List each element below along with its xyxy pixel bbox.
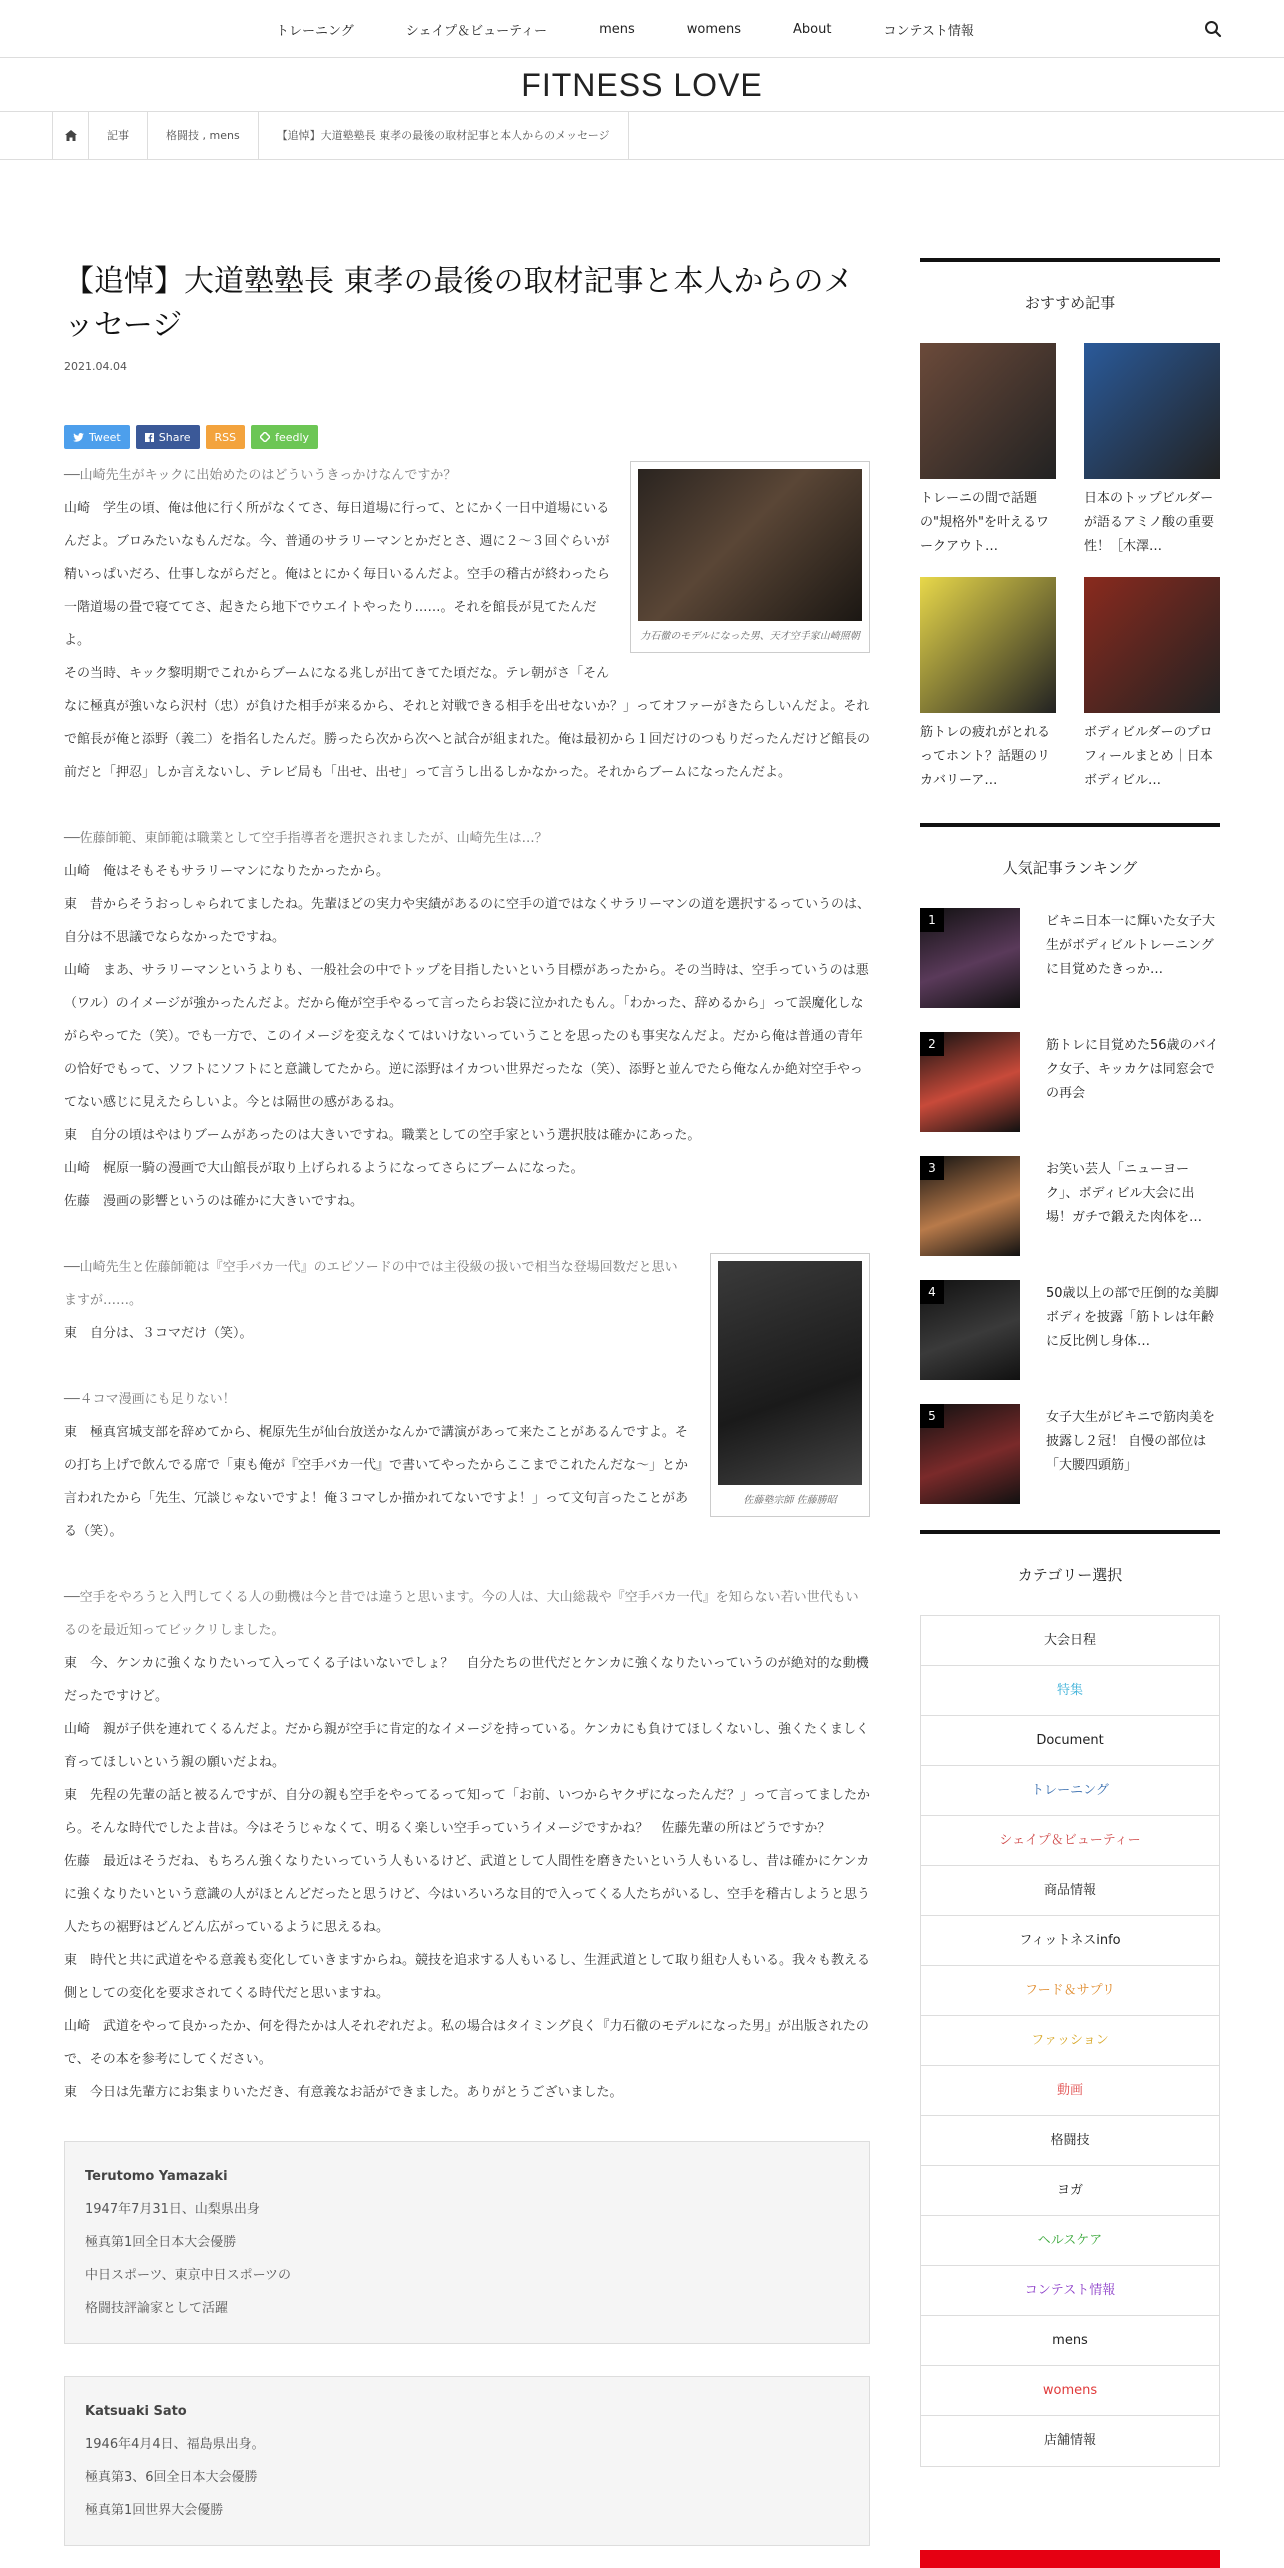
photo-caption: 佐藤塾宗師 佐藤勝昭 [743, 1495, 837, 1506]
interview-answer: 東 極真宮城支部を辞めてから、梶原先生が仙台放送かなんかで講演があって来たことがあるんですよ。その打ち上げで飲んでる席で「東も俺が『空手バカ一代』で書いてやったからここまでこれたんだな〜」とか言われたから「先生、冗談じゃないですよ！俺３コマしか描かれてないですよ！」って文句言ったことがある（笑）。 [64, 1425, 689, 1539]
facebook-icon [145, 433, 154, 442]
home-icon [65, 130, 77, 141]
category-item[interactable]: 店舗情報 [1043, 2433, 1096, 2448]
recommend-title[interactable]: トレーニの間で話題の"規格外"を叶えるワークアウト… [920, 491, 1049, 554]
category-item[interactable]: トレーニング [921, 1766, 1219, 1816]
ranking-list [920, 908, 1220, 1504]
category-item[interactable]: フィットネスinfo [921, 1916, 1219, 1966]
profile-name: Terutomo Yamazaki [85, 2169, 228, 2184]
photo-yamazaki [638, 469, 862, 621]
category-item[interactable]: ヨガ [921, 2166, 1219, 2216]
nav-menu [250, 0, 1000, 58]
category-list [920, 1615, 1220, 2467]
recommend-heading: おすすめ記事 [920, 258, 1220, 313]
rank-number: 4 [920, 1280, 944, 1304]
ranking-title[interactable]: 女子大生がビキニで筋肉美を披露し２冠！ 自慢の部位は「大腰四頭筋」 [1046, 1410, 1216, 1473]
tweet-button[interactable] [64, 425, 130, 449]
photo-sato [718, 1261, 862, 1485]
interview-answer: 東 自分は、３コマだけ（笑）。 [64, 1326, 253, 1341]
breadcrumb-home[interactable] [52, 112, 88, 160]
interview-answer: 佐藤 漫画の影響というのは確かに大きいですね。 [64, 1194, 364, 1209]
twitter-icon [73, 433, 84, 442]
profile-line: 極真第1回世界大会優勝 [85, 2503, 224, 2518]
profile-line: 中日スポーツ、東京中日スポーツの [85, 2268, 292, 2283]
interview-answer: その当時、キック黎明期でこれからブームになる兆しが出てきてた頃だな。テレ朝がさ「そんなに極真が強いなら沢村（忠）が負けた相手が来るから、それと対戦できる相手を出せないか？」ってオファーがきたらしいんだよ。それで館長が俺と添野（義二）を指名したんだ。勝ったら次から次へと試合が組まれた。俺は最初から１回だけのつもりだったんだけど館長の前だと「押忍」しか言えないし、テレビ局も「出せ、出せ」って言うし出るしかなかった。それからブームになったんだよ。 [64, 666, 871, 780]
rank-number: 5 [920, 1404, 944, 1428]
ranking-title[interactable]: ビキニ日本一に輝いた女子大生がボディビルトレーニングに目覚めたきっか… [1046, 914, 1216, 977]
interview-question: ──４コマ漫画にも足りない！ [64, 1392, 236, 1407]
nav-item-4[interactable]: About [793, 21, 832, 37]
interview-answer: 東 今日は先輩方にお集まりいただき、有意義なお話ができました。ありがとうございました。 [64, 2085, 623, 2100]
category-item[interactable]: 格闘技 [921, 2116, 1219, 2166]
interview-question: ──空手をやろうと入門してくる人の動機は今と昔では違うと思います。今の人は、大山総裁や『空手バカ一代』を知らない若い世代もいるのを最近知ってビックリしました。 [64, 1590, 859, 1638]
article-title: 【追悼】大道塾塾長 東孝の最後の取材記事と本人からのメッセージ [64, 264, 854, 343]
feedly-icon [260, 432, 270, 442]
feedly-label: feedly [275, 430, 310, 444]
profile-line: 極真第1回全日本大会優勝 [85, 2235, 237, 2250]
search-icon[interactable] [1204, 20, 1222, 38]
tweet-label: Tweet [89, 430, 121, 444]
ranking-title[interactable]: 筋トレに目覚めた56歳のバイク女子、キッカケは同窓会での再会 [1046, 1038, 1219, 1101]
category-item[interactable]: 大会日程 [921, 1616, 1219, 1666]
recommend-thumbnail[interactable] [920, 343, 1056, 479]
category-item[interactable]: コンテスト情報 [921, 2266, 1219, 2316]
category-item[interactable]: 動画 [921, 2066, 1219, 2116]
profile-name: Katsuaki Sato [85, 2404, 187, 2419]
interview-answer: 東 時代と共に武道をやる意義も変化していきますからね。競技を追求する人もいるし、生涯武道として取り組む人もいる。我々も教える側としての変化を要求されてくる時代だと思いますね。 [64, 1953, 871, 2001]
ranking-thumbnail[interactable] [920, 1156, 1020, 1256]
photo-caption: 力石徹のモデルになった男、天才空手家山崎照朝 [640, 631, 860, 642]
feedly-button[interactable] [251, 425, 318, 449]
nav-item-1[interactable]: シェイプ＆ビューティー [405, 23, 548, 39]
article-body [64, 459, 870, 2109]
breadcrumb-category[interactable]: 格闘技 , mens [147, 112, 258, 160]
sidebar [920, 258, 1220, 2467]
ranking-title[interactable]: 50歳以上の部で圧倒的な美脚ボディを披露「筋トレは年齢に反比例し身体… [1046, 1286, 1219, 1349]
rank-number: 2 [920, 1032, 944, 1056]
category-item[interactable]: 特集 [921, 1666, 1219, 1716]
ranking-item[interactable] [920, 1156, 1220, 1256]
interview-question: ──山崎先生がキックに出始めたのはどういうきっかけなんですか？ [64, 468, 457, 483]
article [64, 260, 870, 2546]
recommend-title[interactable]: 日本のトップビルダーが語るアミノ酸の重要性！［木澤… [1084, 491, 1215, 554]
recommend-item[interactable] [1084, 577, 1220, 793]
interview-answer: 山崎 学生の頃、俺は他に行く所がなくてさ、毎日道場に行って、とにかく一日中道場にいるんだよ。ブロみたいなもんだな。今、普通のサラリーマンとかだとさ、週に２〜３回ぐらいが精いっぱいだろ、仕事しながらだと。俺はとにかく毎日いるんだよ。空手の稽古が終わったら一階道場の畳で寝ててさ、起きたら地下でウエイトやったり……。それを館長が見てたんだよ。 [64, 501, 610, 648]
ranking-thumbnail[interactable] [920, 908, 1020, 1008]
ranking-title[interactable]: お笑い芸人「ニューヨーク」、ボディビル大会に出場！ガチで鍛えた肉体を… [1046, 1162, 1203, 1225]
nav-item-0[interactable]: トレーニング [276, 23, 354, 39]
interview-answer: 東 今、ケンカに強くなりたいって入ってくる子はいないでしょ？ 自分たちの世代だとケンカに強くなりたいっていうのが絶対的な動機だったですけど。 [64, 1656, 869, 1704]
breadcrumb-articles[interactable]: 記事 [88, 112, 147, 160]
photo-figure [710, 1253, 870, 1517]
ranking-thumbnail[interactable] [920, 1032, 1020, 1132]
category-heading: カテゴリー選択 [920, 1530, 1220, 1585]
breadcrumb-current: 【追悼】大道塾塾長 東孝の最後の取材記事と本人からのメッセージ [258, 112, 629, 160]
interview-answer: 山崎 武道をやって良かったか、何を得たかは人それぞれだよ。私の場合はタイミング良く『力石徹のモデルになった男』が出版されたので、その本を参考にしてください。 [64, 2019, 869, 2067]
interview-answer: 山崎 まあ、サラリーマンというよりも、一般社会の中でトップを目指したいという目標があったから。その当時は、空手っていうのは悪（ワル）のイメージが強かったんだよ。だから俺が空手やるって言ったらお袋に泣かれたもん。「わかった、辞めるから」って誤魔化しながらやってた（笑）。でも一方で、このイメージを変えなくてはいけないっていうことを思ったのも事実なんだよ。だから俺は普通の青年の恰好でもって、ソフトにソフトにと意識してたから。逆に添野はイカつい世界だったな（笑）、添野と並んでたら俺なんか絶対空手やってない感じに見えたらしいよ。今とは隔世の感があるね。 [64, 963, 869, 1110]
interview-answer: 東 先程の先輩の話と被るんですが、自分の親も空手をやってるって知って「お前、いつからヤクザになったんだ？」って言ってましたから。そんな時代でしたよ昔は。今はそうじゃなくて、明るく楽しい空手っていうイメージですかね？ 佐藤先輩の所はどうですか？ [64, 1788, 871, 1836]
ranking-item[interactable] [920, 1404, 1220, 1504]
category-item[interactable]: 商品情報 [921, 1866, 1219, 1916]
top-nav [0, 0, 1284, 58]
share-buttons [64, 425, 870, 449]
ranking-item[interactable] [920, 1280, 1220, 1380]
recommend-thumbnail[interactable] [1084, 343, 1220, 479]
recommend-thumbnail[interactable] [1084, 577, 1220, 713]
site-title[interactable]: FITNESS LOVE [0, 58, 1284, 112]
recommend-thumbnail[interactable] [920, 577, 1056, 713]
category-item[interactable]: womens [921, 2366, 1219, 2416]
interview-question: ──山崎先生と佐藤師範は『空手バカ一代』のエピソードの中では主役級の扱いで相当な登場回数だと思いますが……。 [64, 1260, 678, 1308]
interview-answer: 山崎 親が子供を連れてくるんだよ。だから親が空手に肯定的なイメージを持っている。ケンカにも負けてほしくないし、強くたくましく育ってほしいという親の願いだよね。 [64, 1722, 869, 1770]
article-date: 2021.04.04 [64, 360, 127, 373]
ranking-thumbnail[interactable] [920, 1404, 1020, 1504]
ranking-item[interactable] [920, 1032, 1220, 1132]
recommend-title[interactable]: 筋トレの疲れがとれるってホント？話題のリカバリーア… [920, 725, 1051, 788]
rss-label: RSS [214, 430, 237, 444]
paragraph-gap [64, 1218, 870, 1251]
profile-line: 1947年7月31日、山梨県出身 [85, 2202, 260, 2217]
category-item[interactable]: Document [921, 1716, 1219, 1766]
recommend-title[interactable]: ボディビルダーのプロフィールまとめ｜日本ボディビル… [1084, 725, 1213, 788]
recommend-list [920, 343, 1220, 793]
ranking-item[interactable] [920, 908, 1220, 1008]
sidebar-banner[interactable] [920, 2550, 1220, 2568]
profile-box [64, 2141, 870, 2344]
interview-answer: 東 自分の頃はやはりブームがあったのは大きいですね。職業としての空手家という選択肢は確かにあった。 [64, 1128, 701, 1143]
nav-item-3[interactable]: womens [686, 21, 742, 37]
interview-answer: 山崎 俺はそもそもサラリーマンになりたかったから。 [64, 864, 390, 879]
ranking-heading: 人気記事ランキング [920, 823, 1220, 878]
photo-figure [630, 461, 870, 653]
recommend-item[interactable] [1084, 343, 1220, 559]
interview-answer: 山崎 梶原一騎の漫画で大山館長が取り上げられるようになってさらにブームになった。 [64, 1161, 584, 1176]
nav-item-5[interactable]: コンテスト情報 [883, 23, 974, 39]
profile-line: 格闘技評論家として活躍 [85, 2301, 229, 2316]
interview-question: ──佐藤師範、東師範は職業として空手指導者を選択されましたが、山崎先生は…？ [64, 831, 548, 846]
breadcrumb [0, 112, 1284, 160]
profile-line: 極真第3、6回全日本大会優勝 [85, 2470, 258, 2485]
recommend-item[interactable] [920, 343, 1056, 559]
rank-number: 3 [920, 1156, 944, 1180]
rank-number: 1 [920, 908, 944, 932]
interview-answer: 佐藤 最近はそうだね、もちろん強くなりたいっていう人もいるけど、武道として人間性を磨きたいという人もいるし、昔は確かにケンカに強くなりたいという意識の人がほとんどだったと思うけど、今はいろいろな目的で入ってくる人たちがいるし、空手を稽古しようと思う人たちの裾野はどんどん広がっているように思えるね。 [64, 1854, 871, 1935]
recommend-item[interactable] [920, 577, 1056, 793]
rss-button[interactable] [206, 425, 246, 449]
category-item[interactable]: フード＆サプリ [921, 1966, 1219, 2016]
interview-answer: 東 昔からそうおっしゃられてましたね。先輩ほどの実力や実績があるのに空手の道ではなくサラリーマンの道を選択するっていうのは、自分は不思議でならなかったですね。 [64, 897, 871, 945]
paragraph-gap [64, 1548, 870, 1581]
ranking-thumbnail[interactable] [920, 1280, 1020, 1380]
profile-box [64, 2376, 870, 2546]
category-item[interactable]: mens [921, 2316, 1219, 2366]
facebook-share-button[interactable] [136, 425, 200, 449]
category-item[interactable]: ヘルスケア [921, 2216, 1219, 2266]
nav-item-2[interactable]: mens [599, 21, 635, 37]
paragraph-gap [64, 789, 870, 822]
category-item[interactable]: ファッション [921, 2016, 1219, 2066]
share-label: Share [158, 430, 191, 444]
category-item[interactable]: シェイプ＆ビューティー [921, 1816, 1219, 1866]
profiles [64, 2141, 870, 2546]
profile-line: 1946年4月4日、福島県出身。 [85, 2437, 265, 2452]
